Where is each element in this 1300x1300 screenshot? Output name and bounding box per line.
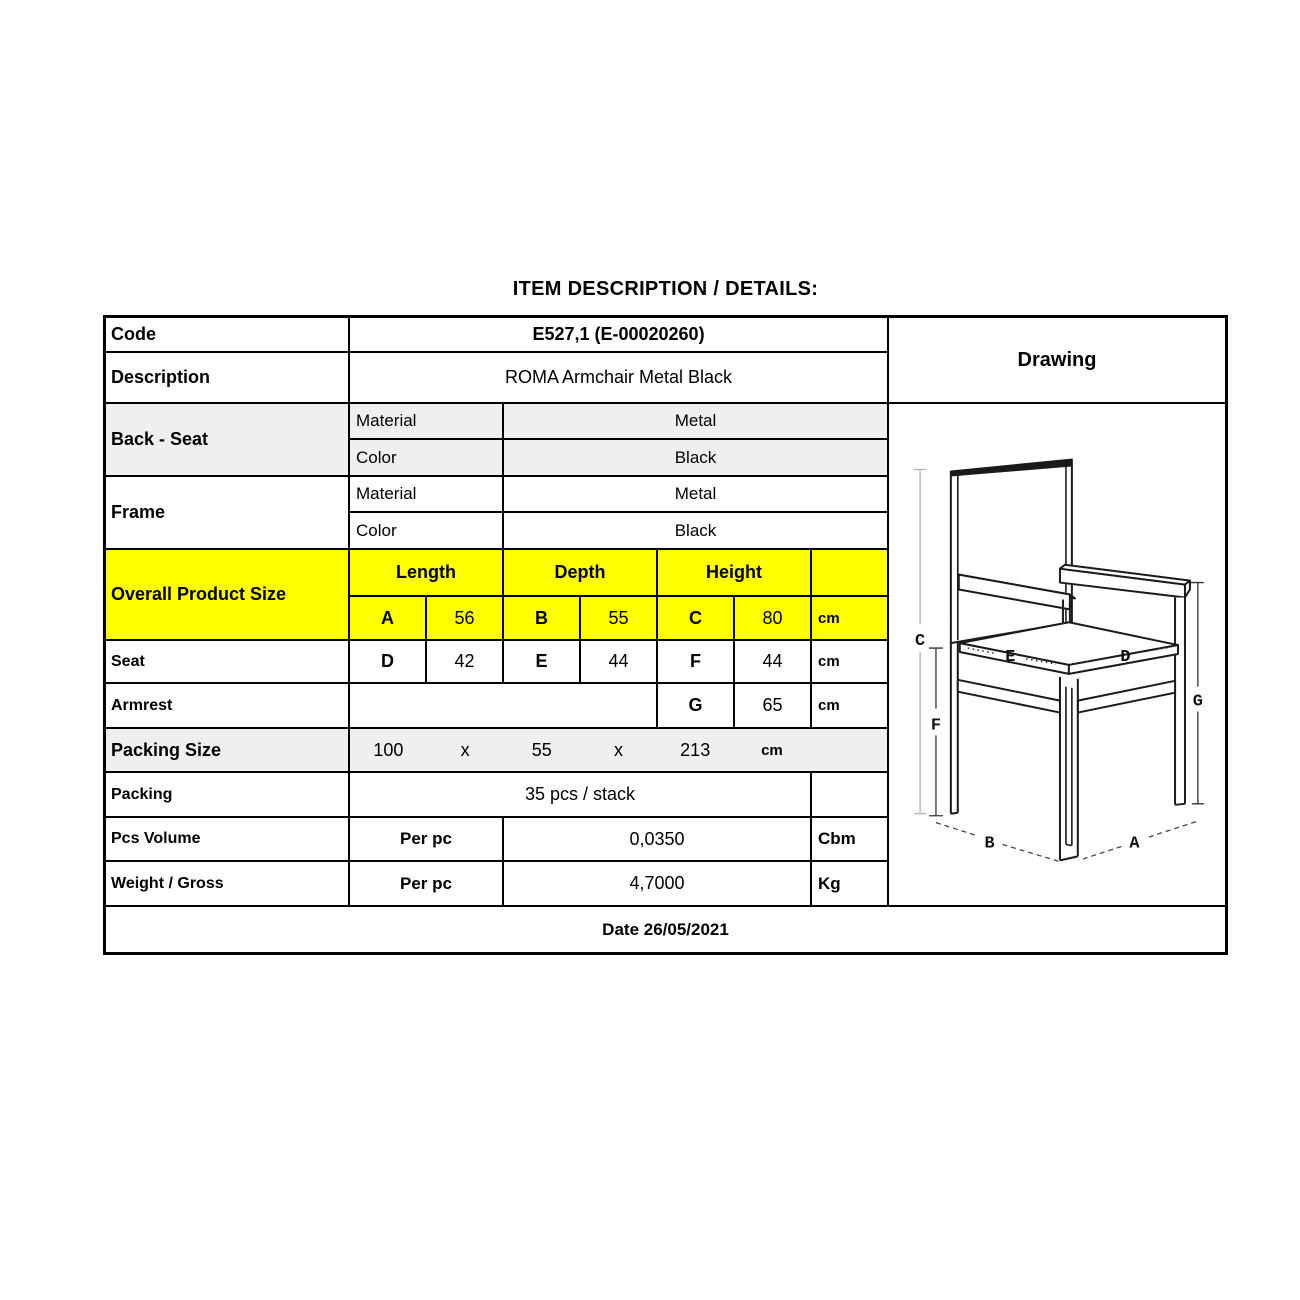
- packing-value: 35 pcs / stack: [350, 773, 812, 818]
- dimension-line-b: [936, 823, 1059, 862]
- armrest-g-label: G: [658, 684, 735, 729]
- seat-d-value: 42: [427, 641, 504, 684]
- dim-b-label: B: [504, 597, 581, 641]
- packing-label: Packing: [106, 773, 350, 818]
- dim-a-value: 56: [427, 597, 504, 641]
- description-label: Description: [106, 353, 350, 404]
- depth-header: Depth: [504, 550, 658, 597]
- spec-table: [103, 315, 1228, 955]
- pcs-volume-unit: Cbm: [812, 818, 889, 862]
- chair-wireframe: [951, 460, 1190, 861]
- dim-c-label: C: [658, 597, 735, 641]
- seat-e-value: 44: [581, 641, 658, 684]
- frame-material-value: Metal: [504, 477, 889, 513]
- seat-f-label: F: [658, 641, 735, 684]
- weight-gross-label: Weight / Gross: [106, 862, 350, 907]
- seat-d-label: D: [350, 641, 427, 684]
- label-f: F: [930, 716, 942, 736]
- pcs-volume-per-pc: Per pc: [350, 818, 504, 862]
- dim-c-value: 80: [735, 597, 812, 641]
- weight-value: 4,7000: [504, 862, 812, 907]
- length-header: Length: [350, 550, 504, 597]
- armrest-g-value: 65: [735, 684, 812, 729]
- frame-label: Frame: [106, 477, 350, 550]
- packing-size-unit: cm: [761, 741, 783, 759]
- dim-a-label: A: [350, 597, 427, 641]
- chair-drawing: [889, 404, 1225, 905]
- seat-e-label: E: [504, 641, 581, 684]
- armrest-unit: cm: [812, 684, 889, 729]
- packing-empty: [812, 773, 889, 818]
- packing-size-v3: 213: [680, 739, 711, 760]
- back-seat-label: Back - Seat: [106, 404, 350, 477]
- packing-size-v1: 100: [373, 739, 404, 760]
- overall-size-label: Overall Product Size: [106, 550, 350, 641]
- packing-size-label: Packing Size: [106, 729, 350, 773]
- frame-material-label: Material: [350, 477, 504, 513]
- label-g: G: [1192, 692, 1203, 712]
- back-seat-color-label: Color: [350, 440, 504, 477]
- label-a: A: [1129, 834, 1140, 854]
- label-c: C: [915, 632, 926, 652]
- back-seat-color-value: Black: [504, 440, 889, 477]
- packing-size-x2: x: [613, 739, 623, 760]
- height-header: Height: [658, 550, 812, 597]
- drawing-area: [889, 404, 1225, 907]
- pcs-volume-value: 0,0350: [504, 818, 812, 862]
- frame-color-label: Color: [350, 513, 504, 550]
- seat-f-value: 44: [735, 641, 812, 684]
- weight-unit: Kg: [812, 862, 889, 907]
- description-value: ROMA Armchair Metal Black: [350, 353, 889, 404]
- code-value: E527,1 (E-00020260): [350, 318, 889, 353]
- page-title: ITEM DESCRIPTION / DETAILS:: [512, 278, 819, 300]
- dim-unit: cm: [812, 597, 889, 641]
- pcs-volume-label: Pcs Volume: [106, 818, 350, 862]
- frame-color-value: Black: [504, 513, 889, 550]
- label-d: D: [1120, 647, 1131, 667]
- back-seat-material-label: Material: [350, 404, 504, 440]
- packing-size-v2: 55: [531, 739, 552, 760]
- dim-b-value: 55: [581, 597, 658, 641]
- weight-per-pc: Per pc: [350, 862, 504, 907]
- packing-size-value: [350, 729, 889, 773]
- drawing-header: Drawing: [889, 318, 1225, 404]
- unit-header-empty: [812, 550, 889, 597]
- seat-label: Seat: [106, 641, 350, 684]
- date-row: Date 26/05/2021: [602, 919, 729, 939]
- back-seat-material-value: Metal: [504, 404, 889, 440]
- label-e: E: [1005, 647, 1016, 667]
- label-b: B: [984, 834, 995, 854]
- code-label: Code: [106, 318, 350, 353]
- armrest-empty: [350, 684, 658, 729]
- packing-size-x1: x: [460, 739, 470, 760]
- armrest-label: Armrest: [106, 684, 350, 729]
- seat-unit: cm: [812, 641, 889, 684]
